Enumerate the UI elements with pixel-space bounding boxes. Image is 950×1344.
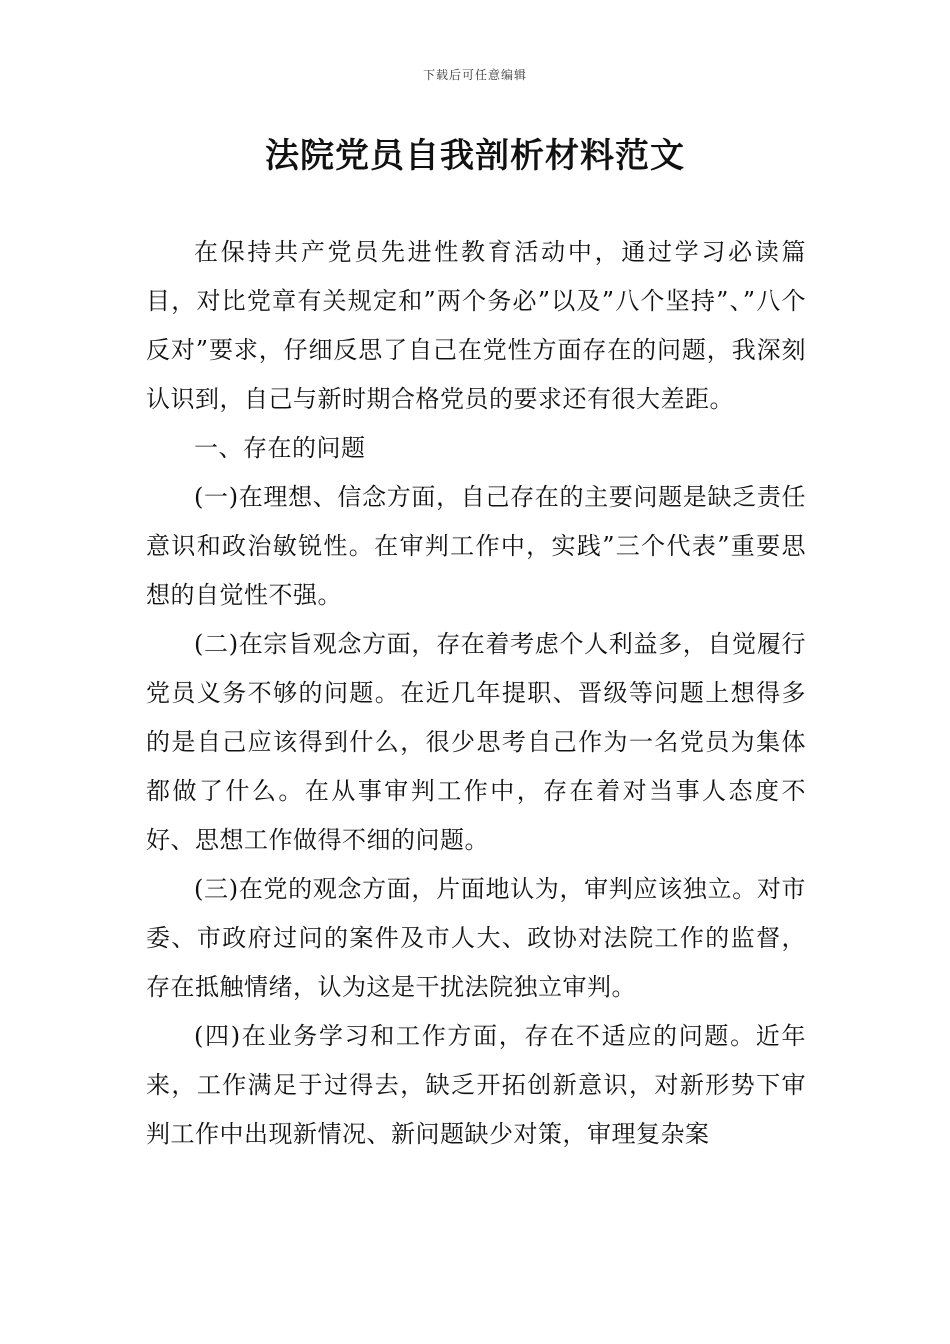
paragraph-intro: 在保持共产党员先进性教育活动中，通过学习必读篇目，对比党章有关规定和”两个务必”以及”八个坚持”、”八个反对”要求，仔细反思了自己在党性方面存在的问题，我深刻认识到，自己与新时期合格党员的要求还有很大差距。 <box>146 238 806 413</box>
document-title: 法院党员自我剖析材料范文 <box>265 136 685 176</box>
paragraph-item-3: (三)在党的观念方面，片面地认为，审判应该独立。对市委、市政府过问的案件及市人大、政协对法院工作的监督，存在抵触情绪，认为这是干扰法院独立审判。 <box>146 875 806 1001</box>
paragraph-item-4: (四)在业务学习和工作方面，存在不适应的问题。近年来，工作满足于过得去，缺乏开拓创新意识，对新形势下审判工作中出现新情况、新问题缺少对策，审理复杂案 <box>146 1022 806 1148</box>
document-body <box>146 228 806 1159</box>
header-note: 下载后可任意编辑 <box>422 68 527 82</box>
section-heading-problems: 一、存在的问题 <box>194 434 366 462</box>
paragraph-item-1: (一)在理想、信念方面，自己存在的主要问题是缺乏责任意识和政治敏锐性。在审判工作中，实践”三个代表”重要思想的自觉性不强。 <box>146 483 806 609</box>
paragraph-item-2: (二)在宗旨观念方面，存在着考虑个人利益多，自觉履行党员义务不够的问题。在近几年提职、晋级等问题上想得多的是自己应该得到什么，很少思考自己作为一名党员为集体都做了什么。在从事审判工作中，存在着对当事人态度不好、思想工作做得不细的问题。 <box>146 630 806 854</box>
